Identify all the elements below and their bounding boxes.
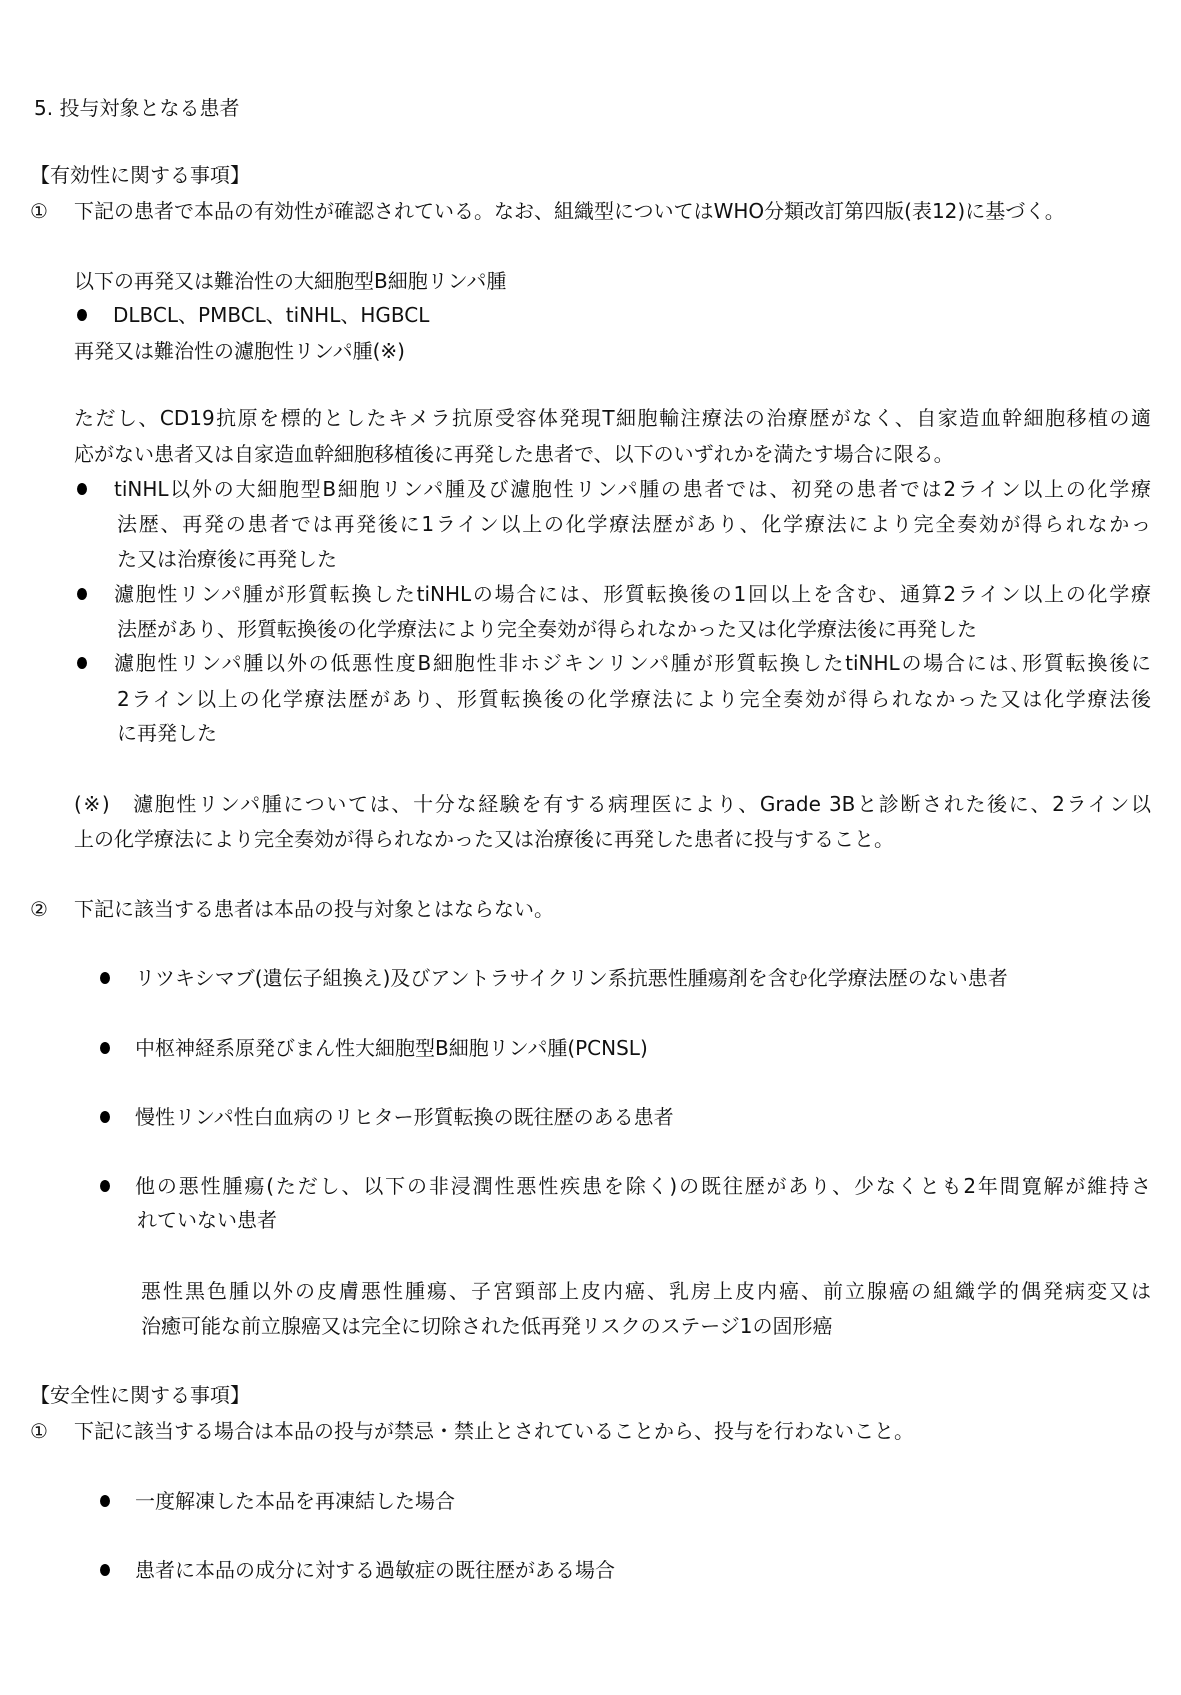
indication-line: DLBCL、PMBCL、tiNHL、HGBCL — [113, 303, 430, 327]
bullet-line: 濾胞性リンパ腫が形質転換したtiNHLの場合には、形質転換後の1回以上を含む、通算2ライン以上の化学療 — [114, 582, 1151, 606]
bullet-icon — [100, 1042, 110, 1054]
item-text: 下記に該当する患者は本品の投与対象とはならない。 — [74, 897, 554, 921]
bullet-line: 他の悪性腫瘍(ただし、以下の非浸潤性悪性疾患を除く)の既往歴があり、少なくとも2年間寛解が維持さ — [135, 1174, 1151, 1198]
bullet-icon — [100, 972, 110, 984]
item-marker: ① — [30, 1419, 48, 1443]
bullet-line: 法歴、再発の患者では再発後に1ライン以上の化学療法歴があり、化学療法により完全奏効が得られなかっ — [117, 512, 1151, 536]
condition-line: ただし、CD19抗原を標的としたキメラ抗原受容体発現T細胞輸注療法の治療歴がなく、自家造血幹細胞移植の適 — [74, 406, 1151, 430]
bullet-icon — [77, 657, 87, 669]
indication-line: 再発又は難治性の濾胞性リンパ腫(※) — [74, 339, 405, 363]
bullet-icon — [77, 483, 87, 495]
bullet-icon — [100, 1111, 110, 1123]
item-marker: ① — [30, 199, 48, 223]
bullet-line: れていない患者 — [137, 1208, 277, 1232]
bullet-line: 患者に本品の成分に対する過敏症の既往歴がある場合 — [135, 1558, 615, 1582]
bullet-line: 一度解凍した本品を再凍結した場合 — [135, 1489, 455, 1513]
item-text: 下記に該当する場合は本品の投与が禁忌・禁止とされていることから、投与を行わないこと。 — [74, 1419, 914, 1443]
efficacy-heading: 【有効性に関する事項】 — [30, 163, 250, 187]
bullet-line: tiNHL以外の大細胞型B細胞リンパ腫及び濾胞性リンパ腫の患者では、初発の患者では2ライン以上の化学療 — [114, 477, 1151, 501]
item-marker: ② — [30, 897, 48, 921]
bullet-icon — [77, 588, 87, 600]
condition-line: 応がない患者又は自家造血幹細胞移植後に再発した患者で、以下のいずれかを満たす場合に限る。 — [74, 442, 954, 466]
exception-line: 治癒可能な前立腺癌又は完全に切除された低再発リスクのステージ1の固形癌 — [141, 1314, 833, 1338]
bullet-icon — [77, 309, 87, 321]
exception-line: 悪性黒色腫以外の皮膚悪性腫瘍、子宮頸部上皮内癌、乳房上皮内癌、前立腺癌の組織学的偶発病変又は — [141, 1279, 1151, 1303]
bullet-line: 濾胞性リンパ腫以外の低悪性度B細胞性非ホジキンリンパ腫が形質転換したtiNHLの場合には､形質転換後に — [114, 651, 1151, 675]
bullet-line: リツキシマブ(遺伝子組換え)及びアントラサイクリン系抗悪性腫瘍剤を含む化学療法歴のない患者 — [135, 966, 1008, 990]
bullet-line: 法歴があり、形質転換後の化学療法により完全奏効が得られなかった又は化学療法後に再発した — [117, 617, 977, 641]
bullet-icon — [100, 1495, 110, 1507]
note-line: 上の化学療法により完全奏効が得られなかった又は治療後に再発した患者に投与すること。 — [74, 827, 894, 851]
note-line: (※) 濾胞性リンパ腫については、十分な経験を有する病理医により、Grade 3Bと診断された後に、2ライン以 — [74, 792, 1151, 816]
bullet-line: 中枢神経系原発びまん性大細胞型B細胞リンパ腫(PCNSL) — [135, 1036, 648, 1060]
bullet-line: た又は治療後に再発した — [117, 547, 337, 571]
bullet-line: 2ライン以上の化学療法歴があり、形質転換後の化学療法により完全奏効が得られなかった又は化学療法後 — [117, 687, 1151, 711]
bullet-line: に再発した — [117, 721, 217, 745]
item-text: 下記の患者で本品の有効性が確認されている。なお、組織型についてはWHO分類改訂第四版(表12)に基づく。 — [74, 199, 1065, 223]
indication-line: 以下の再発又は難治性の大細胞型B細胞リンパ腫 — [74, 269, 507, 293]
bullet-icon — [100, 1564, 110, 1576]
bullet-line: 慢性リンパ性白血病のリヒター形質転換の既往歴のある患者 — [135, 1105, 674, 1129]
section-title: 5. 投与対象となる患者 — [34, 96, 240, 120]
safety-heading: 【安全性に関する事項】 — [30, 1383, 250, 1407]
bullet-icon — [100, 1180, 110, 1192]
